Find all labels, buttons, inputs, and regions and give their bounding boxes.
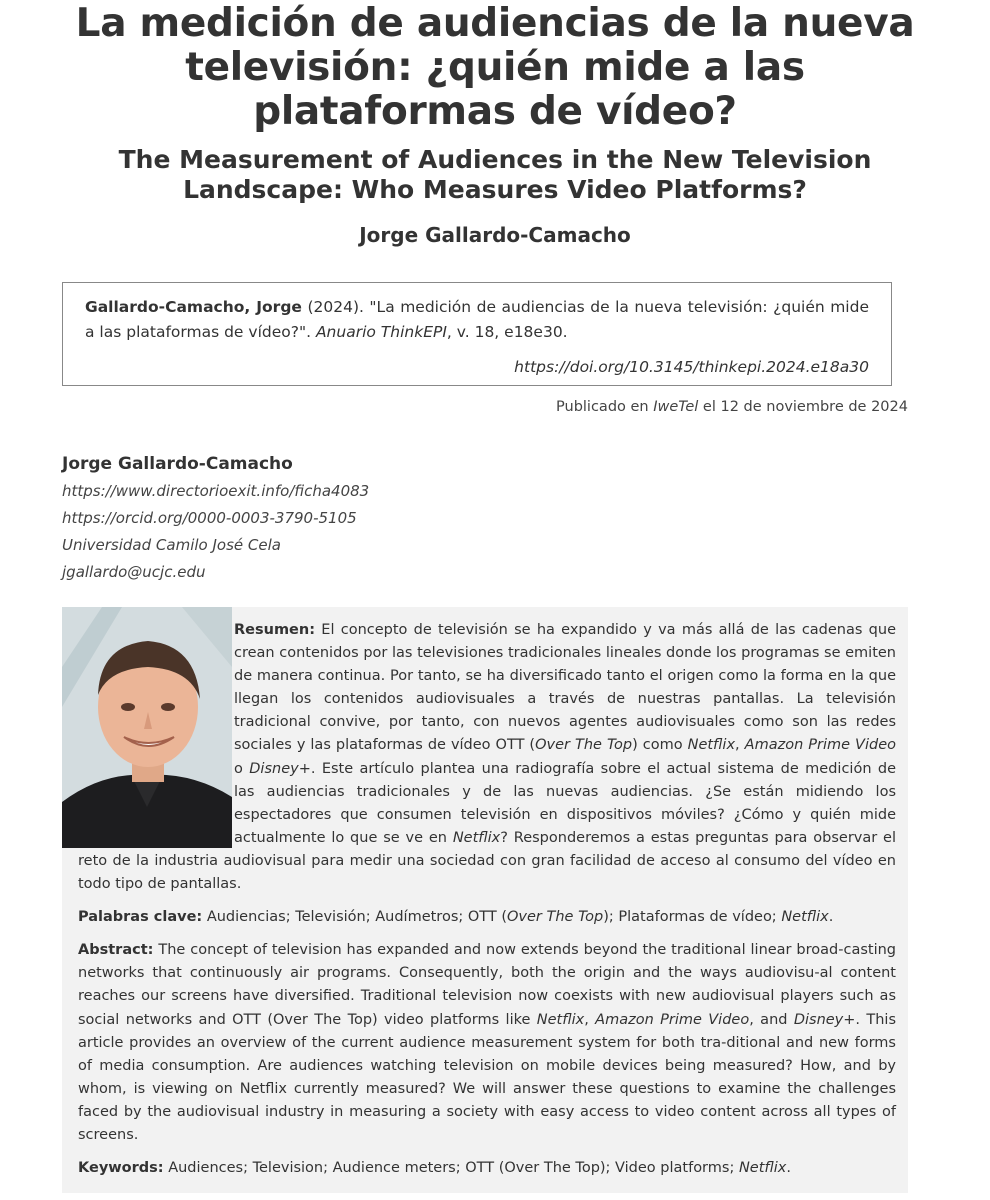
author-name: Jorge Gallardo-Camacho [62, 454, 293, 474]
author-url-exit[interactable]: https://www.directorioexit.info/ficha4083 [62, 482, 370, 500]
author-email[interactable]: jgallardo@ucjc.edu [62, 563, 206, 581]
author-affiliation: Universidad Camilo José Cela [62, 536, 281, 554]
palabras-clave-paragraph: Palabras clave: Audiencias; Televisión; Audímetros; OTT (Over The Top); Plataformas de vídeo; Netflix. [78, 909, 834, 926]
citation-doi-link[interactable]: https://doi.org/10.3145/thinkepi.2024.e18a30 [514, 358, 869, 376]
abstract-paragraph: Abstract: The concept of television has expanded and now extends beyond the traditional linear broad-casting networks that continuously air programs. Consequently, both the origin and the ways audiovisu-al content reaches our screens have diversified. Traditional television now coexists with new audiovisual players such as social networks and OTT (Over The Top) video platforms like Netflix, Amazon Prime Video, and Disney+. This article provides an overview of the current audience measurement system for both tra-ditional and new forms of media consumption. Are audiences watching television on mobile devices being measured? How, and by whom, is viewing on Netflix currently measured? We will answer these questions to examine the challenges faced by the audiovisual industry in measuring a society with easy access to video content across all types of screens. [78, 942, 897, 1143]
citation-title: (2024). "La medición de audiencias de la nueva televisión: ¿quién mide a las plataformas de vídeo?". [85, 298, 869, 341]
title-spanish: La medición de audiencias de la nueva televisión: ¿quién mide a las plataformas de vídeo? [75, 1, 915, 134]
author-info [62, 451, 662, 586]
author-heading: Jorge Gallardo-Camacho [359, 223, 631, 247]
citation-journal: Anuario ThinkEPI [315, 323, 447, 341]
publication-note: Publicado en IweTel el 12 de noviembre de 2024 [556, 399, 908, 415]
abstract-text [78, 619, 896, 1190]
keywords-paragraph: Keywords: Audiences; Television; Audience meters; OTT (Over The Top); Video platforms; Netflix. [78, 1160, 791, 1177]
title-english: The Measurement of Audiences in the New Television Landscape: Who Measures Video Platforms? [118, 145, 872, 204]
citation-author: Gallardo-Camacho, Jorge [85, 298, 302, 316]
citation-box [62, 282, 892, 386]
author-url-orcid[interactable]: https://orcid.org/0000-0003-3790-5105 [62, 509, 357, 527]
resumen-paragraph: Resumen: El concepto de televisión se ha expandido y va más allá de las cadenas que crean contenidos por las televisiones tradicionales lineales donde los programas se emiten de manera continua. Por tanto, se ha diversificado tanto el origen como la forma en la que llegan los contenidos audiovisuales a través de nuestras pantallas. La televisión tradicional convive, por tanto, con nuevos agentes audiovisuales como son las redes sociales y las plataformas de vídeo OTT (Over The Top) como Netflix, Amazon Prime Video o Disney+. Este artículo plantea una radiografía sobre el actual sistema de medición de las audiencias tradicionales y de las nuevas audiencias. ¿Se están midiendo los espectadores que consumen televisión en dispositivos móviles? ¿Cómo y quién mide actualmente lo que se ve en Netflix? Responderemos a estas preguntas para observar el reto de la industria audiovisual para medir una sociedad con gran facilidad de acceso al consumo del vídeo en todo tipo de pantallas. [78, 622, 897, 893]
citation-volume: , v. 18, e18e30. [446, 323, 568, 341]
publication-venue: IweTel [653, 399, 699, 415]
